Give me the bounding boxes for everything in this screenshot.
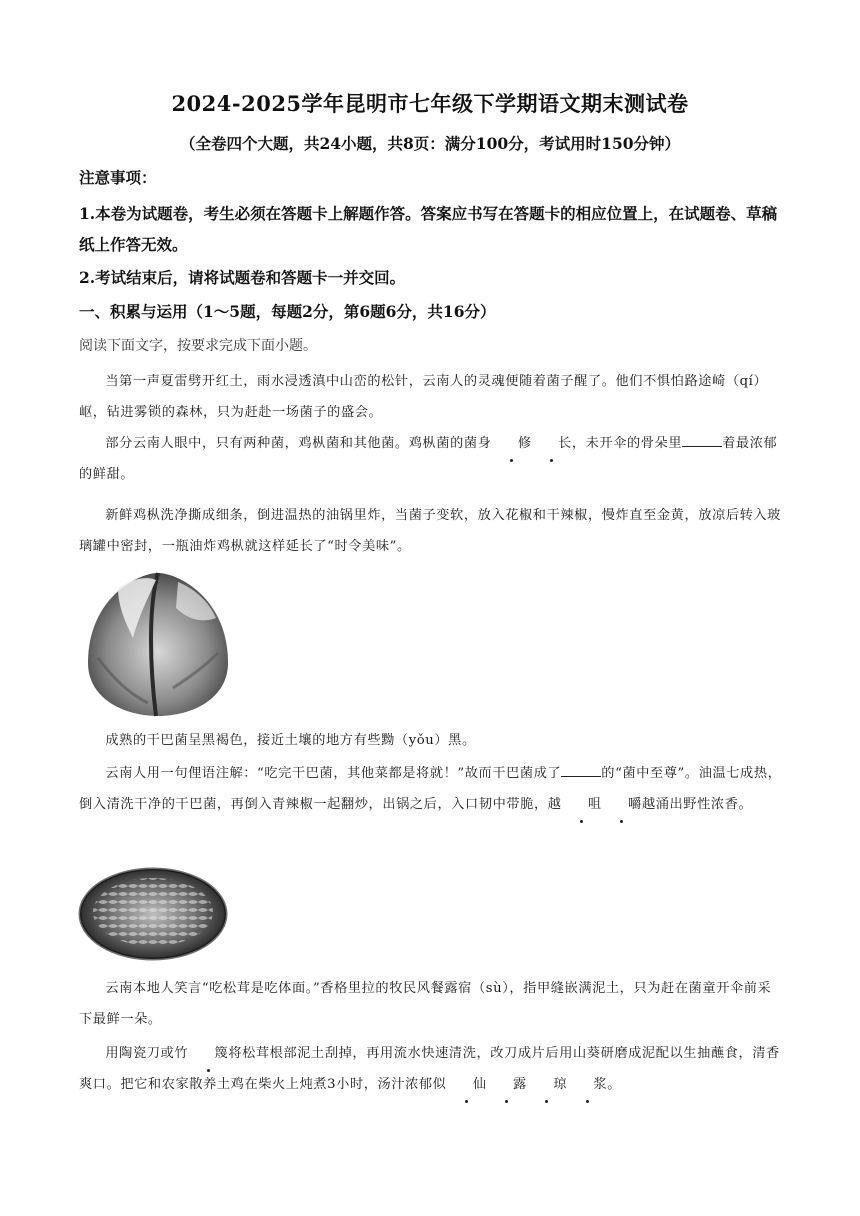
- dotted-word-xiuchang: 修 长: [491, 436, 571, 451]
- paragraph-5: [79, 758, 784, 820]
- paragraph-7-text-a: 用陶瓷刀或竹: [105, 1046, 189, 1061]
- paragraph-4: 成熟的干巴菌呈黑褐色，接近土壤的地方有些黝（yǒu）黑。: [105, 733, 476, 748]
- ganba-mushroom-image: [78, 866, 228, 962]
- paragraph-2-text-b: ，未开伞的骨朵里: [571, 436, 683, 451]
- paragraph-7-text-c: 。: [607, 1077, 622, 1092]
- paragraph-5-text-a: 云南人用一句俚语注解：“吃完干巴菌，其他菜都是将就！”故而干巴菌成了: [105, 766, 562, 781]
- notice-heading: 注意事项：: [79, 168, 157, 187]
- paragraph-3: 新鲜鸡枞洗净撕成细条，倒进温热的油锅里炸，当菌子变软，放入花椒和干辣椒，慢炸直至金黄，放凉后转入玻璃罐中密封，一瓶油炸鸡枞就这样延长了“时令美味”。: [79, 508, 781, 554]
- fill-blank-2: [561, 764, 601, 777]
- page-title: 2024-2025学年昆明市七年级下学期语文期末测试卷: [171, 91, 689, 116]
- paragraph-6: 云南本地人笑言“吃松茸是吃体面。”香格里拉的牧民风餐露宿（sù），指甲缝嵌满泥土，只为赶在菌童开伞前采下最鲜一朵。: [79, 981, 772, 1027]
- paragraph-7: [79, 1038, 784, 1100]
- dotted-word-xianluqiongjiang: 仙 露 琼 浆: [446, 1077, 607, 1092]
- dotted-word-jujue: 咀 嚼: [562, 797, 642, 812]
- notice-item-1: 1.本卷为试题卷，考生必须在答题卡上解题作答。答案应书写在答题卡的相应位置上，在试题卷、草稿纸上作答无效。: [79, 204, 778, 254]
- paragraph-7-text-b: 将松茸根部泥土刮掉，再用流水快速清洗，改刀成片后用山葵研磨成泥配以生抽蘸食，清香爽口。把它和农家散养土鸡在柴火上炖煮3小时，汤汁浓郁似: [79, 1046, 780, 1092]
- paragraph-5-text-b: 的“菌中至尊”。油温七成热，倒入清洗干净的干巴菌，再倒入青辣椒一起翻炒，出锅之后，入口韧中带脆，越: [79, 766, 782, 812]
- section-heading: 一、积累与运用（1～5题，每题2分，第6题6分，共16分）: [79, 302, 496, 321]
- section-intro: 阅读下面文字，按要求完成下面小题。: [79, 338, 317, 354]
- notice-item-2: 2.考试结束后，请将试题卷和答题卡一并交回。: [79, 268, 406, 287]
- dotted-word-mie: 篾: [188, 1046, 228, 1061]
- fill-blank-1: [682, 434, 722, 447]
- paragraph-2: [79, 428, 784, 490]
- paragraph-1: 当第一声夏雷劈开红土，雨水浸透滇中山峦的松针，云南人的灵魂便随着菌子醒了。他们不惧怕路途崎（qí）岖，钻进雾锁的森林，只为赶赴一场菌子的盛会。: [79, 374, 768, 420]
- paragraph-2-text-c: 着最浓郁的鲜甜。: [79, 436, 778, 482]
- paragraph-5-text-c: 越涌出野性浓香。: [641, 797, 753, 812]
- paragraph-2-text-a: 部分云南人眼中，只有两种菌，鸡枞菌和其他菌。鸡枞菌的菌身: [105, 436, 492, 451]
- page-subtitle: （全卷四个大题，共24小题，共8页：满分100分，考试用时150分钟）: [179, 134, 681, 153]
- jizong-mushroom-image: [78, 568, 238, 718]
